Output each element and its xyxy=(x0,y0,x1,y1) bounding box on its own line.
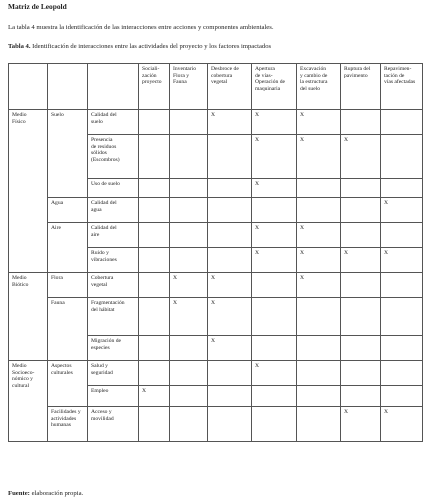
interaction-empty-cell xyxy=(341,110,381,135)
interaction-empty-cell xyxy=(252,273,297,298)
interaction-mark-cell: X xyxy=(341,407,381,442)
factor-cell: Ruido y vibraciones xyxy=(88,248,139,273)
interaction-empty-cell xyxy=(170,223,208,248)
interaction-empty-cell xyxy=(208,248,252,273)
interaction-empty-cell xyxy=(208,223,252,248)
interaction-mark-cell: X xyxy=(139,386,170,407)
interaction-empty-cell xyxy=(170,179,208,198)
interaction-mark-cell: X xyxy=(381,248,423,273)
interaction-empty-cell xyxy=(341,223,381,248)
header-empty-cell xyxy=(9,64,48,110)
interaction-mark-cell: X xyxy=(297,223,341,248)
interaction-empty-cell xyxy=(139,407,170,442)
interaction-empty-cell xyxy=(381,135,423,179)
header-empty-cell xyxy=(88,64,139,110)
factor-cell: Uso de suelo xyxy=(88,179,139,198)
table-body xyxy=(9,110,423,442)
factor-cell: Acceso y movilidad xyxy=(88,407,139,442)
table-row xyxy=(9,198,423,223)
factor-cell: Fragmentación del hábitat xyxy=(88,298,139,336)
interaction-empty-cell xyxy=(341,361,381,386)
interaction-empty-cell xyxy=(297,198,341,223)
interaction-empty-cell xyxy=(252,386,297,407)
table-caption-text: Identificación de interacciones entre las actividades del proyecto y los factores impactados xyxy=(30,43,272,50)
interaction-empty-cell xyxy=(381,298,423,336)
interaction-mark-cell: X xyxy=(252,223,297,248)
interaction-empty-cell xyxy=(208,135,252,179)
table-row xyxy=(9,361,423,386)
interaction-empty-cell xyxy=(208,361,252,386)
section-heading: Matriz de Leopold xyxy=(8,2,67,11)
action-header: Desbroce de cobertura vegetal xyxy=(208,64,252,110)
interaction-mark-cell: X xyxy=(252,361,297,386)
interaction-empty-cell xyxy=(170,407,208,442)
medio-cell: Medio Físico xyxy=(9,110,48,273)
interaction-empty-cell xyxy=(252,407,297,442)
table-row xyxy=(9,407,423,442)
interaction-empty-cell xyxy=(139,336,170,361)
interaction-empty-cell xyxy=(297,407,341,442)
interaction-empty-cell xyxy=(297,361,341,386)
header-empty-cell xyxy=(48,64,88,110)
interaction-empty-cell xyxy=(170,386,208,407)
interaction-empty-cell xyxy=(139,110,170,135)
interaction-empty-cell xyxy=(341,386,381,407)
interaction-empty-cell xyxy=(381,110,423,135)
interaction-empty-cell xyxy=(170,198,208,223)
source-note xyxy=(8,490,83,497)
interaction-mark-cell: X xyxy=(297,273,341,298)
component-cell: Aire xyxy=(48,223,88,273)
interaction-empty-cell xyxy=(139,298,170,336)
action-header: Inventario Flora y Fauna xyxy=(170,64,208,110)
action-header: Apertura de vías- Operación de maquinaria xyxy=(252,64,297,110)
interaction-empty-cell xyxy=(297,298,341,336)
table-row xyxy=(9,110,423,135)
interaction-mark-cell: X xyxy=(170,273,208,298)
interaction-empty-cell xyxy=(139,179,170,198)
medio-cell: Medio Biótico xyxy=(9,273,48,361)
leopold-matrix-table xyxy=(8,63,423,442)
interaction-empty-cell xyxy=(341,179,381,198)
component-cell: Agua xyxy=(48,198,88,223)
factor-cell: Empleo xyxy=(88,386,139,407)
factor-cell: Salud y seguridad xyxy=(88,361,139,386)
medio-cell: Medio Socioeco- nómico y cultural xyxy=(9,361,48,442)
component-cell: Suelo xyxy=(48,110,88,198)
interaction-empty-cell xyxy=(341,298,381,336)
interaction-empty-cell xyxy=(139,273,170,298)
factor-cell: Calidad del agua xyxy=(88,198,139,223)
interaction-empty-cell xyxy=(341,336,381,361)
interaction-mark-cell: X xyxy=(341,135,381,179)
table-row xyxy=(9,298,423,336)
interaction-empty-cell xyxy=(381,386,423,407)
source-label: Fuente: xyxy=(8,490,30,497)
interaction-empty-cell xyxy=(341,273,381,298)
table-row xyxy=(9,273,423,298)
interaction-empty-cell xyxy=(170,336,208,361)
interaction-empty-cell xyxy=(139,248,170,273)
interaction-empty-cell xyxy=(381,273,423,298)
factor-cell: Migración de especies xyxy=(88,336,139,361)
interaction-empty-cell xyxy=(170,248,208,273)
interaction-empty-cell xyxy=(297,336,341,361)
table-row xyxy=(9,223,423,248)
interaction-mark-cell: X xyxy=(252,135,297,179)
interaction-mark-cell: X xyxy=(208,298,252,336)
table-header-row xyxy=(9,64,423,110)
factor-cell: Calidad del suelo xyxy=(88,110,139,135)
interaction-mark-cell: X xyxy=(341,248,381,273)
interaction-empty-cell xyxy=(208,407,252,442)
interaction-empty-cell xyxy=(139,198,170,223)
action-header: Excavación y cambio de la estructura del suelo xyxy=(297,64,341,110)
interaction-mark-cell: X xyxy=(297,135,341,179)
interaction-empty-cell xyxy=(170,361,208,386)
interaction-empty-cell xyxy=(139,223,170,248)
interaction-empty-cell xyxy=(170,110,208,135)
interaction-empty-cell xyxy=(170,135,208,179)
interaction-empty-cell xyxy=(252,198,297,223)
interaction-empty-cell xyxy=(252,298,297,336)
action-header: Ruptura del pavimento xyxy=(341,64,381,110)
interaction-mark-cell: X xyxy=(208,110,252,135)
interaction-mark-cell: X xyxy=(208,273,252,298)
action-header: Repavimen- tación de vías afectadas xyxy=(381,64,423,110)
interaction-mark-cell: X xyxy=(252,179,297,198)
interaction-mark-cell: X xyxy=(297,248,341,273)
interaction-empty-cell xyxy=(208,179,252,198)
source-text: elaboración propia. xyxy=(29,490,84,497)
interaction-empty-cell xyxy=(139,135,170,179)
factor-cell: Calidad del aire xyxy=(88,223,139,248)
component-cell: Flora xyxy=(48,273,88,298)
factor-cell: Presencia de residuos sólidos (Escombros) xyxy=(88,135,139,179)
interaction-empty-cell xyxy=(381,223,423,248)
interaction-mark-cell: X xyxy=(252,110,297,135)
intro-paragraph: La tabla 4 muestra la identificación de las interacciones entre acciones y componentes ambientales. xyxy=(8,24,274,31)
interaction-empty-cell xyxy=(297,386,341,407)
component-cell: Aspectos culturales xyxy=(48,361,88,407)
interaction-empty-cell xyxy=(297,179,341,198)
component-cell: Fauna xyxy=(48,298,88,361)
factor-cell: Cobertura vegetal xyxy=(88,273,139,298)
interaction-empty-cell xyxy=(208,198,252,223)
component-cell: Facilidades y actividades humanas xyxy=(48,407,88,442)
interaction-mark-cell: X xyxy=(381,198,423,223)
interaction-mark-cell: X xyxy=(381,407,423,442)
interaction-mark-cell: X xyxy=(297,110,341,135)
interaction-empty-cell xyxy=(381,336,423,361)
interaction-empty-cell xyxy=(381,179,423,198)
interaction-mark-cell: X xyxy=(252,248,297,273)
interaction-empty-cell xyxy=(381,361,423,386)
interaction-empty-cell xyxy=(252,336,297,361)
table-caption-label: Tabla 4. xyxy=(8,43,31,50)
action-header: Sociali- zación proyecto xyxy=(139,64,170,110)
interaction-empty-cell xyxy=(139,361,170,386)
interaction-empty-cell xyxy=(208,386,252,407)
table-caption xyxy=(8,43,271,50)
interaction-empty-cell xyxy=(341,198,381,223)
interaction-mark-cell: X xyxy=(208,336,252,361)
interaction-mark-cell: X xyxy=(170,298,208,336)
